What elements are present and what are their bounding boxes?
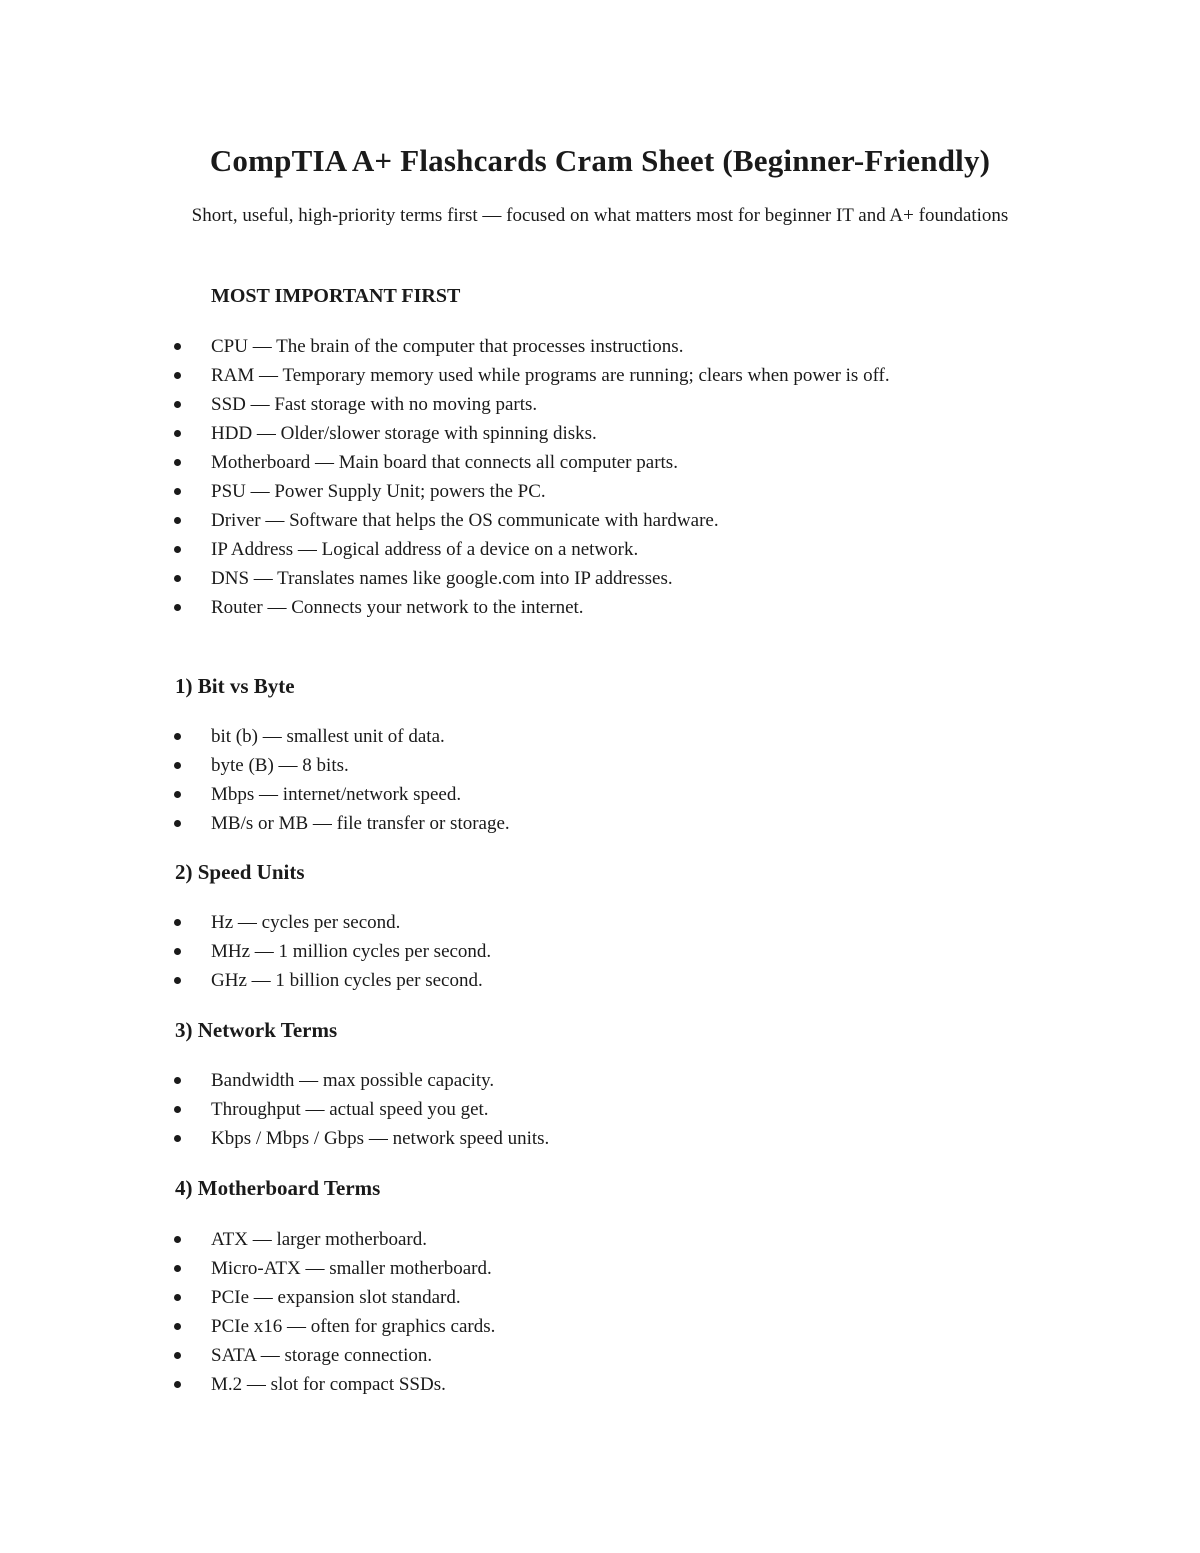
list-item-text: SATA — storage connection. [211, 1345, 433, 1366]
list-item [170, 908, 1010, 937]
list-item [170, 751, 1010, 780]
list-item [170, 1312, 1010, 1341]
list-item [170, 1225, 1010, 1254]
bullet-icon [174, 1236, 181, 1243]
list-item-text: byte (B) — 8 bits. [211, 755, 349, 776]
bullet-icon [174, 372, 181, 379]
list-item [170, 1095, 1010, 1124]
list-item [170, 1066, 1010, 1095]
list-item [170, 937, 1010, 966]
bullet-icon [174, 401, 181, 408]
bullet-icon [174, 762, 181, 769]
list-item-text: Micro-ATX — smaller motherboard. [211, 1258, 492, 1279]
list-item [170, 1283, 1010, 1312]
list-item [170, 448, 1010, 477]
list-item [170, 780, 1010, 809]
list-item [170, 1341, 1010, 1370]
document-subtitle: Short, useful, high-priority terms first — focused on what matters most for beginner IT and A+ foundations [191, 205, 1009, 226]
list-item-text: PCIe x16 — often for graphics cards. [211, 1316, 496, 1337]
bit-vs-byte-list [170, 722, 1010, 838]
bullet-icon [174, 1135, 181, 1142]
list-item [170, 593, 1010, 622]
bullet-icon [174, 1265, 181, 1272]
list-item [170, 1370, 1010, 1399]
bullet-icon [174, 1352, 181, 1359]
bullet-icon [174, 1381, 181, 1388]
bullet-icon [174, 977, 181, 984]
list-item [170, 535, 1010, 564]
list-item [170, 332, 1010, 361]
list-item-text: Motherboard — Main board that connects all computer parts. [211, 452, 678, 473]
bullet-icon [174, 459, 181, 466]
list-item-text: DNS — Translates names like google.com into IP addresses. [211, 568, 673, 589]
list-item [170, 722, 1010, 751]
list-item-text: ATX — larger motherboard. [211, 1229, 427, 1250]
list-item-text: PCIe — expansion slot standard. [211, 1287, 461, 1308]
section-heading-most-important: MOST IMPORTANT FIRST [211, 285, 461, 307]
list-item [170, 809, 1010, 838]
section-heading-speed-units: 2) Speed Units [175, 860, 305, 884]
bullet-icon [174, 517, 181, 524]
list-item-text: Hz — cycles per second. [211, 912, 401, 933]
list-item [170, 419, 1010, 448]
list-item-text: RAM — Temporary memory used while programs are running; clears when power is off. [211, 365, 890, 386]
network-terms-list [170, 1066, 1010, 1153]
bullet-icon [174, 791, 181, 798]
list-item-text: SSD — Fast storage with no moving parts. [211, 394, 538, 415]
document-title: CompTIA A+ Flashcards Cram Sheet (Beginner-Friendly) [209, 143, 991, 178]
list-item-text: Kbps / Mbps / Gbps — network speed units. [211, 1128, 550, 1149]
bullet-icon [174, 575, 181, 582]
list-item-text: Mbps — internet/network speed. [211, 784, 462, 805]
list-item [170, 506, 1010, 535]
list-item [170, 390, 1010, 419]
bullet-icon [174, 1323, 181, 1330]
bullet-icon [174, 1294, 181, 1301]
list-item [170, 966, 1010, 995]
bullet-icon [174, 546, 181, 553]
list-item-text: MHz — 1 million cycles per second. [211, 941, 492, 962]
list-item-text: Bandwidth — max possible capacity. [211, 1070, 495, 1091]
bullet-icon [174, 948, 181, 955]
list-item-text: M.2 — slot for compact SSDs. [211, 1374, 446, 1395]
bullet-icon [174, 488, 181, 495]
motherboard-terms-list [170, 1225, 1010, 1399]
bullet-icon [174, 343, 181, 350]
list-item [170, 1254, 1010, 1283]
bullet-icon [174, 1106, 181, 1113]
bullet-icon [174, 919, 181, 926]
list-item-text: IP Address — Logical address of a device on a network. [211, 539, 639, 560]
list-item-text: Throughput — actual speed you get. [211, 1099, 489, 1120]
list-item-text: PSU — Power Supply Unit; powers the PC. [211, 481, 546, 502]
bullet-icon [174, 1077, 181, 1084]
speed-units-list [170, 908, 1010, 995]
list-item-text: Router — Connects your network to the internet. [211, 597, 584, 618]
list-item-text: MB/s or MB — file transfer or storage. [211, 813, 510, 834]
list-item [170, 1124, 1010, 1153]
bullet-icon [174, 430, 181, 437]
bullet-icon [174, 733, 181, 740]
section-heading-bit-vs-byte: 1) Bit vs Byte [175, 674, 295, 698]
section-heading-motherboard-terms: 4) Motherboard Terms [175, 1176, 381, 1200]
list-item [170, 361, 1010, 390]
list-item [170, 477, 1010, 506]
bullet-icon [174, 604, 181, 611]
section-heading-network-terms: 3) Network Terms [175, 1018, 338, 1042]
list-item-text: Driver — Software that helps the OS communicate with hardware. [211, 510, 719, 531]
most-important-list [170, 332, 1010, 622]
bullet-icon [174, 820, 181, 827]
list-item-text: HDD — Older/slower storage with spinning disks. [211, 423, 597, 444]
list-item-text: CPU — The brain of the computer that processes instructions. [211, 336, 684, 357]
list-item-text: GHz — 1 billion cycles per second. [211, 970, 483, 991]
list-item-text: bit (b) — smallest unit of data. [211, 726, 445, 747]
list-item [170, 564, 1010, 593]
